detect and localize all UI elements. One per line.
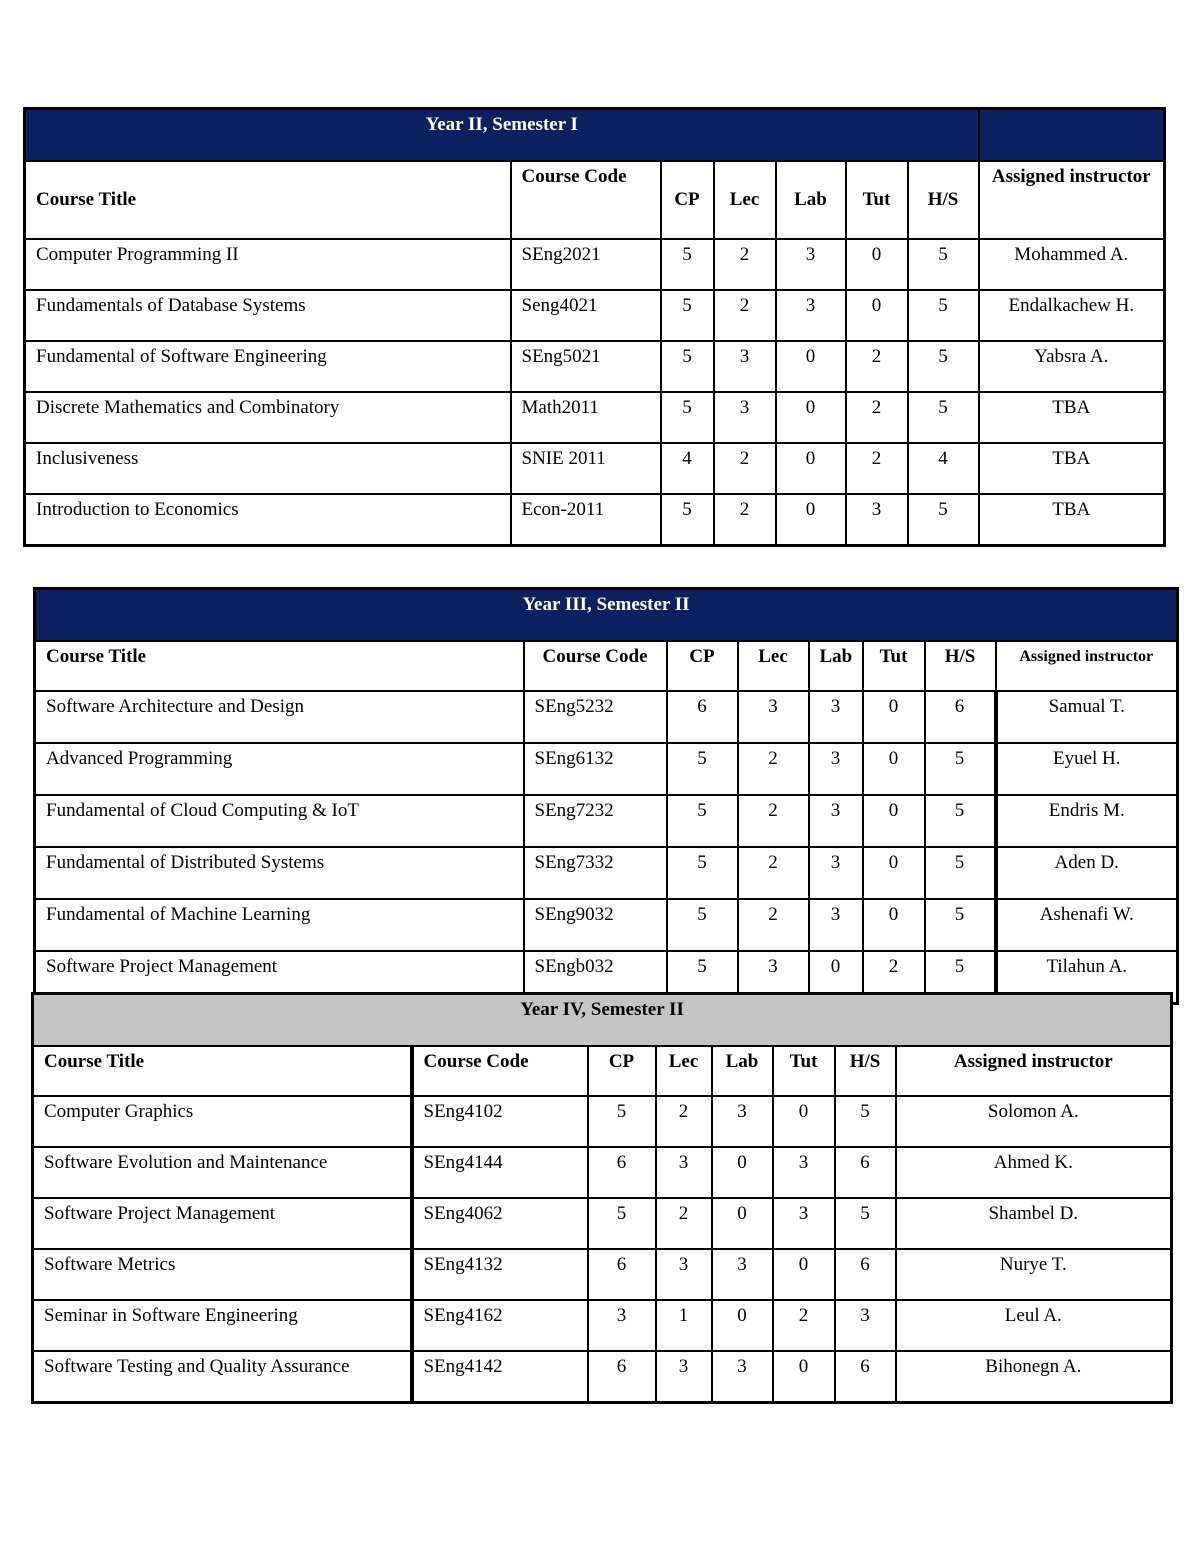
table-row [35, 743, 1178, 795]
col-lab: Lab [776, 161, 846, 239]
cp-cell: 6 [588, 1249, 656, 1300]
table-title: Year II, Semester I [25, 109, 979, 162]
lab-cell: 0 [712, 1300, 773, 1351]
cp-cell: 5 [667, 951, 738, 1004]
course-title-cell: Software Evolution and Maintenance [33, 1147, 412, 1198]
instructor-cell: Mohammed A. [979, 239, 1165, 290]
col-hs: H/S [908, 161, 979, 239]
table-row [33, 1096, 1172, 1147]
table-row [33, 1147, 1172, 1198]
lab-cell: 0 [809, 951, 863, 1004]
lec-cell: 2 [738, 899, 809, 951]
cp-cell: 6 [588, 1147, 656, 1198]
tut-cell: 3 [773, 1198, 835, 1249]
col-cp: CP [661, 161, 714, 239]
col-course-code: Course Code [412, 1046, 588, 1096]
header-row [25, 161, 1165, 239]
hs-cell: 5 [835, 1198, 896, 1249]
year3-sem2-table [33, 587, 1179, 1005]
tut-cell: 2 [773, 1300, 835, 1351]
lec-cell: 3 [656, 1147, 712, 1198]
lec-cell: 2 [714, 239, 776, 290]
table-title-blank-cell [979, 109, 1165, 162]
course-title-cell: Fundamental of Software Engineering [25, 341, 511, 392]
col-instructor: Assigned instructor [896, 1046, 1172, 1096]
table-title-row [33, 994, 1172, 1047]
instructor-cell: Solomon A. [896, 1096, 1172, 1147]
lab-cell: 3 [809, 899, 863, 951]
course-title-cell: Fundamentals of Database Systems [25, 290, 511, 341]
tut-cell: 0 [773, 1249, 835, 1300]
course-code-cell: SEng2021 [511, 239, 661, 290]
table-row [35, 847, 1178, 899]
cp-cell: 5 [661, 239, 714, 290]
col-tut: Tut [863, 641, 925, 691]
cp-cell: 4 [661, 443, 714, 494]
col-instructor: Assigned instructor [979, 161, 1165, 239]
hs-cell: 5 [908, 290, 979, 341]
instructor-cell: Ashenafi W. [996, 899, 1178, 951]
instructor-cell: Endris M. [996, 795, 1178, 847]
lab-cell: 0 [776, 443, 846, 494]
col-hs: H/S [835, 1046, 896, 1096]
col-cp: CP [588, 1046, 656, 1096]
course-title-cell: Discrete Mathematics and Combinatory [25, 392, 511, 443]
instructor-cell: Nurye T. [896, 1249, 1172, 1300]
cp-cell: 5 [667, 847, 738, 899]
table-row [33, 1300, 1172, 1351]
table-row [33, 1351, 1172, 1403]
year2-sem1-table [23, 107, 1166, 547]
course-code-cell: Math2011 [511, 392, 661, 443]
hs-cell: 5 [925, 795, 996, 847]
hs-cell: 5 [835, 1096, 896, 1147]
col-tut: Tut [846, 161, 908, 239]
hs-cell: 5 [925, 743, 996, 795]
lec-cell: 3 [738, 951, 809, 1004]
course-code-cell: Econ-2011 [511, 494, 661, 546]
table-row [33, 1249, 1172, 1300]
col-lec: Lec [714, 161, 776, 239]
cp-cell: 5 [667, 795, 738, 847]
tut-cell: 3 [773, 1147, 835, 1198]
table-row [25, 443, 1165, 494]
course-title-cell: Fundamental of Machine Learning [35, 899, 524, 951]
lab-cell: 0 [712, 1198, 773, 1249]
instructor-cell: TBA [979, 443, 1165, 494]
col-course-code: Course Code [511, 161, 661, 239]
course-code-cell: SEngb032 [524, 951, 667, 1004]
hs-cell: 5 [925, 899, 996, 951]
course-title-cell: Software Metrics [33, 1249, 412, 1300]
course-code-cell: Seng4021 [511, 290, 661, 341]
tut-cell: 0 [863, 691, 925, 743]
lab-cell: 3 [712, 1096, 773, 1147]
hs-cell: 5 [908, 341, 979, 392]
col-tut: Tut [773, 1046, 835, 1096]
hs-cell: 6 [925, 691, 996, 743]
lec-cell: 3 [714, 341, 776, 392]
tut-cell: 0 [773, 1096, 835, 1147]
instructor-cell: Yabsra A. [979, 341, 1165, 392]
cp-cell: 5 [588, 1096, 656, 1147]
lec-cell: 2 [656, 1096, 712, 1147]
tut-cell: 0 [863, 847, 925, 899]
instructor-cell: Ahmed K. [896, 1147, 1172, 1198]
lec-cell: 2 [738, 847, 809, 899]
table-title: Year IV, Semester II [33, 994, 1172, 1047]
tut-cell: 0 [863, 743, 925, 795]
lab-cell: 0 [776, 494, 846, 546]
tut-cell: 0 [846, 290, 908, 341]
course-title-cell: Fundamental of Cloud Computing & IoT [35, 795, 524, 847]
col-lab: Lab [712, 1046, 773, 1096]
course-title-cell: Software Testing and Quality Assurance [33, 1351, 412, 1403]
table-row [25, 392, 1165, 443]
course-code-cell: SEng6132 [524, 743, 667, 795]
course-code-cell: SEng4144 [412, 1147, 588, 1198]
lec-cell: 2 [714, 290, 776, 341]
tut-cell: 2 [846, 392, 908, 443]
cp-cell: 5 [661, 290, 714, 341]
lab-cell: 3 [809, 847, 863, 899]
col-lab: Lab [809, 641, 863, 691]
header-row [33, 1046, 1172, 1096]
course-code-cell: SEng4132 [412, 1249, 588, 1300]
tut-cell: 2 [863, 951, 925, 1004]
instructor-cell: TBA [979, 494, 1165, 546]
course-title-cell: Introduction to Economics [25, 494, 511, 546]
instructor-cell: Shambel D. [896, 1198, 1172, 1249]
hs-cell: 6 [835, 1147, 896, 1198]
tut-cell: 0 [863, 795, 925, 847]
hs-cell: 6 [835, 1249, 896, 1300]
lec-cell: 3 [656, 1249, 712, 1300]
header-row [35, 641, 1178, 691]
lab-cell: 3 [809, 795, 863, 847]
cp-cell: 5 [661, 392, 714, 443]
lec-cell: 3 [656, 1351, 712, 1403]
col-hs: H/S [925, 641, 996, 691]
lec-cell: 2 [714, 494, 776, 546]
course-title-cell: Advanced Programming [35, 743, 524, 795]
cp-cell: 6 [667, 691, 738, 743]
col-lec: Lec [738, 641, 809, 691]
course-title-cell: Inclusiveness [25, 443, 511, 494]
course-title-cell: Fundamental of Distributed Systems [35, 847, 524, 899]
instructor-cell: Eyuel H. [996, 743, 1178, 795]
tut-cell: 2 [846, 443, 908, 494]
col-cp: CP [667, 641, 738, 691]
table-row [35, 795, 1178, 847]
col-instructor: Assigned instructor [996, 641, 1178, 691]
course-code-cell: SEng4162 [412, 1300, 588, 1351]
hs-cell: 5 [908, 239, 979, 290]
hs-cell: 5 [908, 392, 979, 443]
course-code-cell: SEng7332 [524, 847, 667, 899]
table-row [25, 341, 1165, 392]
hs-cell: 5 [925, 847, 996, 899]
lab-cell: 3 [712, 1249, 773, 1300]
table-title-row [25, 109, 1165, 162]
instructor-cell: Tilahun A. [996, 951, 1178, 1004]
course-code-cell: SEng9032 [524, 899, 667, 951]
tut-cell: 0 [846, 239, 908, 290]
lec-cell: 1 [656, 1300, 712, 1351]
course-title-cell: Computer Programming II [25, 239, 511, 290]
table-row [25, 290, 1165, 341]
course-title-cell: Software Architecture and Design [35, 691, 524, 743]
tut-cell: 0 [863, 899, 925, 951]
instructor-cell: Endalkachew H. [979, 290, 1165, 341]
lab-cell: 3 [776, 290, 846, 341]
course-code-cell: SEng4142 [412, 1351, 588, 1403]
table-row [25, 494, 1165, 546]
lab-cell: 3 [809, 691, 863, 743]
instructor-cell: Bihonegn A. [896, 1351, 1172, 1403]
lec-cell: 3 [738, 691, 809, 743]
instructor-cell: TBA [979, 392, 1165, 443]
col-course-title: Course Title [33, 1046, 412, 1096]
table-row [35, 899, 1178, 951]
lab-cell: 0 [776, 392, 846, 443]
lec-cell: 2 [738, 743, 809, 795]
instructor-cell: Leul A. [896, 1300, 1172, 1351]
hs-cell: 4 [908, 443, 979, 494]
course-title-cell: Software Project Management [35, 951, 524, 1004]
cp-cell: 5 [661, 341, 714, 392]
course-title-cell: Computer Graphics [33, 1096, 412, 1147]
tut-cell: 3 [846, 494, 908, 546]
col-course-code: Course Code [524, 641, 667, 691]
table-row [35, 691, 1178, 743]
course-code-cell: SEng5021 [511, 341, 661, 392]
lec-cell: 2 [656, 1198, 712, 1249]
tut-cell: 2 [846, 341, 908, 392]
cp-cell: 5 [667, 743, 738, 795]
year4-sem2-table [31, 992, 1173, 1404]
course-title-cell: Seminar in Software Engineering [33, 1300, 412, 1351]
hs-cell: 6 [835, 1351, 896, 1403]
course-code-cell: SEng5232 [524, 691, 667, 743]
col-lec: Lec [656, 1046, 712, 1096]
course-title-cell: Software Project Management [33, 1198, 412, 1249]
instructor-cell: Samual T. [996, 691, 1178, 743]
lec-cell: 2 [738, 795, 809, 847]
table-title: Year III, Semester II [35, 589, 1178, 642]
table-title-row [35, 589, 1178, 642]
table-row [33, 1198, 1172, 1249]
course-code-cell: SEng7232 [524, 795, 667, 847]
col-course-title: Course Title [25, 161, 511, 239]
hs-cell: 5 [908, 494, 979, 546]
lab-cell: 3 [776, 239, 846, 290]
lab-cell: 0 [712, 1147, 773, 1198]
lab-cell: 3 [712, 1351, 773, 1403]
instructor-cell: Aden D. [996, 847, 1178, 899]
col-course-title: Course Title [35, 641, 524, 691]
cp-cell: 5 [667, 899, 738, 951]
lec-cell: 3 [714, 392, 776, 443]
course-code-cell: SEng4102 [412, 1096, 588, 1147]
hs-cell: 3 [835, 1300, 896, 1351]
lec-cell: 2 [714, 443, 776, 494]
cp-cell: 6 [588, 1351, 656, 1403]
lab-cell: 0 [776, 341, 846, 392]
tut-cell: 0 [773, 1351, 835, 1403]
cp-cell: 3 [588, 1300, 656, 1351]
hs-cell: 5 [925, 951, 996, 1004]
cp-cell: 5 [588, 1198, 656, 1249]
cp-cell: 5 [661, 494, 714, 546]
course-code-cell: SNIE 2011 [511, 443, 661, 494]
course-code-cell: SEng4062 [412, 1198, 588, 1249]
table-row [25, 239, 1165, 290]
lab-cell: 3 [809, 743, 863, 795]
